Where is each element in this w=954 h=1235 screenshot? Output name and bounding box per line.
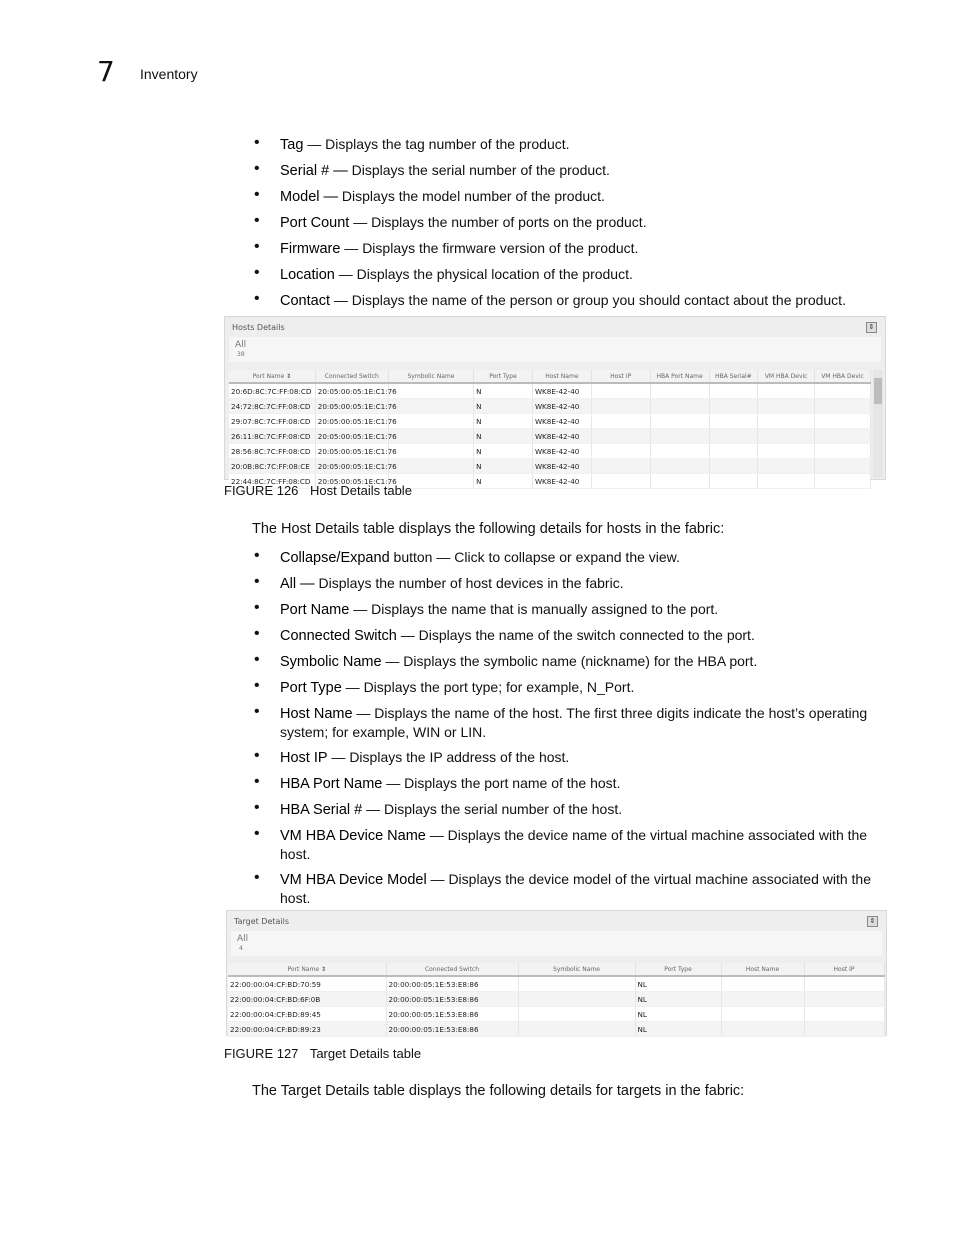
table-cell: 29:07:8C:7C:FF:08:CD [229, 414, 315, 429]
table-cell [388, 429, 473, 444]
table-cell [804, 976, 884, 992]
table-cell: 20:6D:8C:7C:FF:08:CD [229, 383, 315, 399]
table-cell [709, 383, 758, 399]
table-cell: WK8E-42-40 [532, 459, 591, 474]
chapter-title: Inventory [140, 66, 198, 82]
list-item-term: Firmware [280, 241, 341, 257]
figure-127-caption [224, 1046, 421, 1061]
table-cell: 26:11:8C:7C:FF:08:CD [229, 429, 315, 444]
column-header[interactable] [386, 963, 518, 976]
table-cell [815, 429, 871, 444]
table-cell: NL [635, 1022, 721, 1037]
column-header-label: Port Type [489, 372, 517, 380]
column-header-label: Port Type [664, 965, 692, 973]
table-cell: 20:05:00:05:1E:C1:76 [315, 444, 388, 459]
column-header-label: Connected Switch [424, 965, 480, 973]
list-item-term: Connected Switch [280, 628, 397, 644]
list-item-term: Port Type [280, 680, 342, 696]
column-header[interactable] [474, 370, 533, 383]
list-item [254, 626, 879, 645]
list-item [254, 600, 879, 619]
list-item-desc: — Displays the name of the person or group you should contact about the product. [329, 292, 846, 308]
table-cell: NL [635, 1007, 721, 1022]
table-cell [709, 474, 758, 489]
table-row[interactable] [229, 383, 871, 399]
table-cell [518, 1022, 635, 1037]
table-cell: 24:72:8C:7C:FF:08:CD [229, 399, 315, 414]
table-cell: 20:00:00:05:1E:53:E8:86 [386, 992, 518, 1007]
table-cell [758, 444, 815, 459]
list-item [254, 574, 879, 593]
column-header[interactable] [815, 370, 871, 383]
list-item-desc: — Displays the name that is manually assigned to the port. [349, 601, 719, 617]
term: Target Details [280, 1083, 370, 1099]
table-row[interactable] [228, 976, 884, 992]
list-item-desc: — Displays the tag number of the product. [303, 136, 570, 152]
table-cell [650, 474, 709, 489]
table-cell [758, 383, 815, 399]
column-header-label: HBA Port Name [656, 372, 703, 380]
list-item-desc: — Displays the physical location of the product. [334, 266, 633, 282]
figure-label: FIGURE 127 [224, 1046, 299, 1061]
term: Host Details [281, 521, 360, 537]
list-item-term: VM HBA Device Model [280, 872, 427, 888]
table-cell: 20:0B:8C:7C:FF:08:CE [229, 459, 315, 474]
table-cell: NL [635, 992, 721, 1007]
all-label[interactable]: All [237, 934, 249, 944]
list-item [254, 548, 879, 567]
column-header[interactable] [229, 370, 315, 383]
list-item-desc: Displays the number of host devices in the fabric. [314, 575, 624, 591]
host-count: 38 [237, 351, 245, 358]
table-cell: NL [635, 976, 721, 992]
column-header[interactable] [758, 370, 815, 383]
list-item-term: Host IP [280, 750, 328, 766]
column-header[interactable] [518, 963, 635, 976]
table-cell [758, 474, 815, 489]
table-cell [650, 459, 709, 474]
list-item-desc: — Displays the name of the host. The first three digits indicate the host’s operating system; for example, WIN or LIN. [280, 705, 868, 740]
column-header-label: VM HBA Devic [821, 372, 864, 380]
table-cell [721, 1022, 804, 1037]
sort-arrows-icon[interactable]: ⇕ [284, 372, 292, 380]
table-cell: 22:00:00:04:CF:BD:70:59 [228, 976, 386, 992]
table-cell: 20:05:00:05:1E:C1:76 [315, 459, 388, 474]
table-cell: WK8E-42-40 [532, 444, 591, 459]
table-cell [650, 444, 709, 459]
list-item [254, 161, 879, 180]
column-header-label: Symbolic Name [553, 965, 600, 973]
text: The [252, 521, 282, 537]
table-cell [591, 383, 650, 399]
table-cell [650, 399, 709, 414]
table-cell [721, 1007, 804, 1022]
table-cell [721, 992, 804, 1007]
figure-label: FIGURE 126 [224, 483, 299, 498]
list-item [254, 187, 879, 206]
table-row[interactable] [229, 414, 871, 429]
table-cell [815, 399, 871, 414]
table-cell [591, 444, 650, 459]
figure-title: Host Details table [310, 483, 412, 498]
list-item-desc: Displays the serial number of the product. [347, 162, 610, 178]
list-item-desc: — Displays the device name of the virtual machine associated with the host. [280, 827, 868, 862]
table-cell [518, 992, 635, 1007]
hosts-details-panel [224, 316, 886, 486]
table-cell: WK8E-42-40 [532, 414, 591, 429]
list-item [254, 748, 879, 767]
list-item-desc: — Displays the firmware version of the product. [340, 240, 639, 256]
table-cell [758, 459, 815, 474]
panel-title: Hosts Details [232, 323, 285, 332]
table-cell [709, 444, 758, 459]
column-header-label: VM HBA Devic [764, 372, 808, 380]
table-cell: 20:00:00:05:1E:53:E8:86 [386, 976, 518, 992]
column-header[interactable] [315, 370, 388, 383]
list-item-desc: — Displays the device model of the virtual machine associated with the host. [280, 871, 872, 906]
table-row[interactable] [229, 444, 871, 459]
table-cell [650, 414, 709, 429]
table-cell [804, 1007, 884, 1022]
list-item-desc: — Displays the port type; for example, N_Port. [341, 679, 635, 695]
column-header[interactable] [650, 370, 709, 383]
list-item-term: VM HBA Device Name [280, 828, 426, 844]
table-cell [388, 399, 473, 414]
table-cell [815, 459, 871, 474]
table-cell: N [474, 459, 533, 474]
column-header-label: Connected Switch [324, 372, 379, 380]
text: The [252, 1083, 281, 1099]
target-count: 4 [239, 945, 243, 952]
table-cell [388, 383, 473, 399]
list-item-term: Collapse/Expand [280, 550, 390, 566]
column-header-label: Host IP [833, 965, 855, 973]
all-label[interactable]: All [235, 340, 247, 350]
table-row[interactable] [229, 399, 871, 414]
target-details-intro [252, 1083, 744, 1099]
table-cell [591, 429, 650, 444]
text: table displays the following details for hosts in the fabric: [359, 521, 725, 537]
column-header-label: Host Name [745, 965, 780, 973]
column-header-label: Host Name [545, 372, 579, 380]
list-item-desc: — Displays the name of the switch connected to the port. [396, 627, 755, 643]
column-header[interactable] [721, 963, 804, 976]
list-item [254, 774, 879, 793]
table-cell: N [474, 414, 533, 429]
column-header[interactable] [228, 963, 386, 976]
table-cell: N [474, 444, 533, 459]
table-cell [709, 414, 758, 429]
list-item-term: HBA Serial # [280, 802, 363, 818]
list-item-desc: Displays the model number of the product. [338, 188, 605, 204]
table-cell [804, 1022, 884, 1037]
table-row[interactable] [229, 459, 871, 474]
chapter-number: 7 [97, 55, 115, 88]
table-cell [758, 414, 815, 429]
list-item-term: Port Name [280, 602, 350, 618]
column-header[interactable] [388, 370, 473, 383]
list-item [254, 265, 879, 284]
summary-box [229, 337, 881, 362]
list-item-term: Host Name [280, 706, 353, 722]
column-header-label: Port Name [287, 965, 320, 973]
table-cell [709, 399, 758, 414]
column-header-label: Symbolic Name [407, 372, 455, 380]
table-cell: 20:00:00:05:1E:53:E8:86 [386, 1022, 518, 1037]
table-cell: 20:00:00:05:1E:53:E8:86 [386, 1007, 518, 1022]
table-cell: 20:05:00:05:1E:C1:76 [315, 414, 388, 429]
table-cell [815, 444, 871, 459]
table-row[interactable] [228, 1022, 884, 1037]
column-header[interactable] [709, 370, 758, 383]
table-cell: N [474, 474, 533, 489]
figure-126-caption [224, 483, 412, 498]
host-details-intro [252, 521, 724, 537]
text: table displays the following details for targets in the fabric: [369, 1083, 745, 1099]
table-cell [591, 399, 650, 414]
table-cell: 22:00:00:04:CF:BD:89:45 [228, 1007, 386, 1022]
table-cell [388, 414, 473, 429]
column-header[interactable] [591, 370, 650, 383]
list-item [254, 826, 879, 863]
list-item-term: HBA Port Name [280, 776, 383, 792]
list-item [254, 291, 879, 310]
table-cell: 20:05:00:05:1E:C1:76 [315, 429, 388, 444]
list-item-desc: — Displays the number of ports on the product. [349, 214, 647, 230]
list-item [254, 870, 879, 907]
table-cell [388, 459, 473, 474]
table-cell: WK8E-42-40 [532, 383, 591, 399]
column-header-label: Host IP [610, 372, 632, 380]
table-cell [591, 414, 650, 429]
table-cell [650, 429, 709, 444]
list-item [254, 213, 879, 232]
list-item-term: Model — [280, 189, 339, 205]
collapse-expand-icon[interactable]: ⇕ [867, 916, 878, 927]
table-cell: 20:05:00:05:1E:C1:76 [315, 399, 388, 414]
table-cell: N [474, 399, 533, 414]
target-details-panel [226, 910, 887, 1036]
list-item-term: Port Count [280, 215, 350, 231]
table-cell [518, 1007, 635, 1022]
table-cell [518, 976, 635, 992]
table-cell [591, 459, 650, 474]
table-cell [758, 399, 815, 414]
table-cell [650, 383, 709, 399]
list-item [254, 704, 879, 741]
table-cell: 22:44:8C:7C:FF:08:CD [229, 474, 315, 489]
list-item [254, 800, 879, 819]
table-cell: 28:56:8C:7C:FF:08:CD [229, 444, 315, 459]
column-header[interactable] [532, 370, 591, 383]
table-cell [709, 459, 758, 474]
table-cell [591, 474, 650, 489]
column-header[interactable] [804, 963, 884, 976]
table-cell: 20:05:00:05:1E:C1:76 [315, 474, 388, 489]
column-header-label: Port Name [252, 372, 285, 380]
host-fields-list [254, 548, 879, 914]
table-row[interactable] [228, 992, 884, 1007]
column-header[interactable] [635, 963, 721, 976]
figure-title: Target Details table [309, 1046, 422, 1061]
table-cell: N [474, 429, 533, 444]
list-item-desc: — Displays the IP address of the host. [327, 749, 570, 765]
list-item-desc: button — Click to collapse or expand the view. [389, 549, 680, 565]
scrollbar-thumb[interactable] [874, 378, 882, 404]
list-item [254, 652, 879, 671]
table-cell: N [474, 383, 533, 399]
list-item-desc: — Displays the symbolic name (nickname) for the HBA port. [381, 653, 758, 669]
list-item-desc: — Displays the serial number of the host. [362, 801, 623, 817]
sort-arrows-icon[interactable]: ⇕ [319, 965, 326, 973]
column-header-label: HBA Serial# [715, 372, 752, 380]
table-cell [388, 444, 473, 459]
list-item-term: Contact [280, 293, 330, 309]
table-cell [815, 414, 871, 429]
table-cell: WK8E-42-40 [532, 429, 591, 444]
table-cell [815, 474, 871, 489]
table-cell [758, 429, 815, 444]
collapse-expand-icon[interactable]: ⇕ [866, 322, 877, 333]
table-cell [815, 383, 871, 399]
list-item-term: Symbolic Name [280, 654, 382, 670]
list-item-term: Tag [280, 137, 304, 153]
hosts-table [229, 370, 871, 489]
table-cell: WK8E-42-40 [532, 399, 591, 414]
table-cell: WK8E-42-40 [532, 474, 591, 489]
table-cell: 20:05:00:05:1E:C1:76 [315, 383, 388, 399]
table-cell [804, 992, 884, 1007]
list-item [254, 678, 879, 697]
table-cell [709, 429, 758, 444]
panel-title: Target Details [234, 917, 290, 926]
list-item-term: Serial # — [280, 163, 348, 179]
product-fields-list [254, 135, 879, 317]
list-item-desc: — Displays the port name of the host. [382, 775, 621, 791]
table-cell: 22:00:00:04:CF:BD:6F:0B [228, 992, 386, 1007]
list-item-term: Location [280, 267, 335, 283]
table-row[interactable] [228, 1007, 884, 1022]
table-cell: 22:00:00:04:CF:BD:89:23 [228, 1022, 386, 1037]
targets-table [228, 963, 885, 1037]
vertical-scrollbar[interactable] [873, 370, 883, 478]
summary-box [231, 931, 882, 956]
table-row[interactable] [229, 429, 871, 444]
list-item-term: All — [280, 576, 315, 592]
list-item [254, 135, 879, 154]
list-item [254, 239, 879, 258]
table-cell [721, 976, 804, 992]
